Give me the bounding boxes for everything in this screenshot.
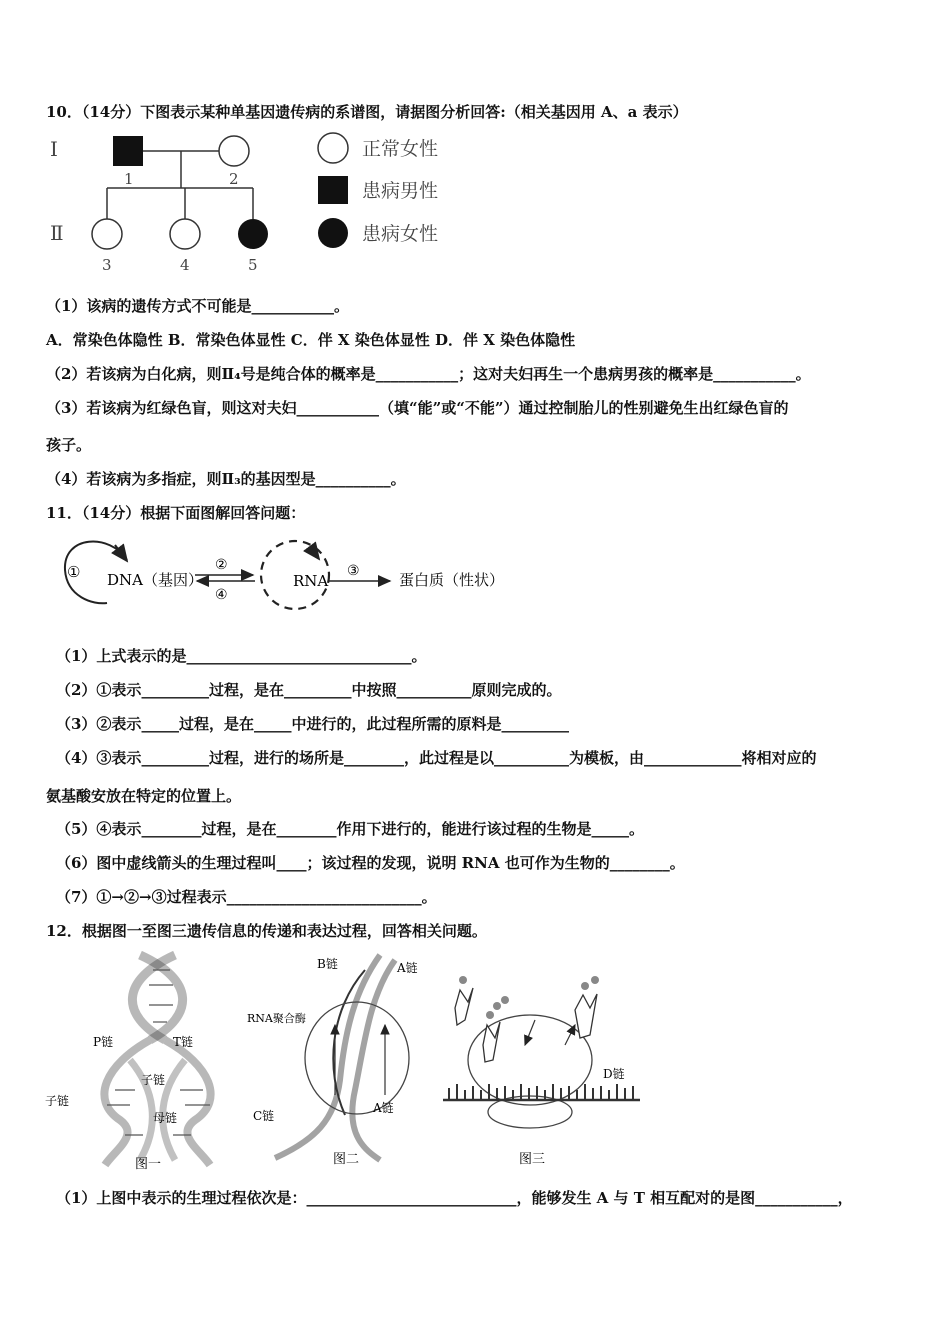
dna-label: DNA（基因） [107, 571, 203, 589]
generation-2-label: Ⅱ [50, 221, 64, 245]
generation-1-label: Ⅰ [50, 137, 58, 161]
replication-arrowhead [115, 545, 127, 561]
fig1-mother-chain-label: 母链 [153, 1111, 178, 1125]
fig2-a-chain-top-label: A链 [397, 961, 418, 975]
legend-affected-female-symbol [318, 218, 348, 248]
fig2-rna-polymerase-label: RNA聚合酶 [247, 1012, 306, 1025]
individual-5-affected-female [238, 219, 268, 249]
fig2-b-chain-label: B链 [317, 957, 338, 971]
fig1-child-chain-label: 子链 [141, 1073, 166, 1087]
individual-5-number: 5 [248, 256, 258, 274]
q11-sub3: （3）②表示_____过程，是在_____中进行的，此过程所需的原料是_________ [56, 715, 569, 733]
individual-3-number: 3 [102, 256, 112, 274]
individual-1-affected-male [113, 136, 143, 166]
legend-affected-male-symbol [318, 176, 348, 204]
fig3-codons [449, 1084, 633, 1100]
fig2-rna-polymerase [305, 1002, 409, 1114]
fig1-child-chain-left-label: 子链 [45, 1094, 70, 1108]
q11-sub2: （2）①表示_________过程，是在_________中按照__________原则完成的。 [56, 681, 562, 699]
legend-normal-female-label: 正常女性 [362, 138, 439, 160]
q11-sub7: （7）①→②→③过程表示__________________________。 [56, 888, 437, 906]
q10-sub1: （1）该病的遗传方式不可能是___________。 [46, 297, 349, 315]
rna-label: RNA [293, 572, 329, 590]
individual-4-number: 4 [180, 256, 190, 274]
q10-sub4: （4）若该病为多指症，则Ⅱ₃的基因型是__________。 [46, 470, 406, 488]
individual-1-number: 1 [124, 170, 134, 188]
fig3-caption: 图三 [519, 1152, 546, 1167]
legend-affected-female-label: 患病女性 [362, 223, 439, 245]
individual-4-normal-female [170, 219, 200, 249]
q11-sub6: （6）图中虚线箭头的生理过程叫____；该过程的发现，说明 RNA 也可作为生物的________。 [56, 854, 685, 872]
fig1-caption: 图一 [135, 1157, 162, 1172]
individual-3-normal-female [92, 219, 122, 249]
fig3-trna-molecules [455, 988, 597, 1062]
q11-sub1: （1）上式表示的是______________________________。 [56, 647, 427, 665]
q10-options: A．常染色体隐性 B．常染色体显性 C．伴 X 染色体显性 D．伴 X 染色体隐性 [46, 331, 576, 349]
q10-sub3: （3）若该病为红绿色盲，则这对夫妇___________（填“能”或“不能”）通过控制胎儿的性别避免生出红绿色盲的 [46, 399, 789, 417]
fig2-c-chain-label: C链 [253, 1109, 275, 1123]
q11-header: 11．（14分）根据下面图解回答问题： [46, 504, 306, 522]
central-dogma-diagram [55, 535, 515, 615]
q10-sub3-cont: 孩子。 [46, 436, 92, 454]
individual-2-normal-female [219, 136, 249, 166]
fig1-p-chain-label: P链 [93, 1035, 114, 1049]
fig2-a-chain-bottom-label: A链 [373, 1101, 394, 1115]
fig3-arrow-out [565, 1025, 575, 1045]
fig3-d-chain-label: D链 [603, 1067, 625, 1081]
q11-sub4-cont: 氨基酸安放在特定的位置上。 [46, 787, 242, 805]
fig2-caption: 图二 [333, 1152, 360, 1167]
protein-label: 蛋白质（性状） [399, 571, 505, 589]
figure-1-dna-replication [45, 950, 240, 1175]
pedigree-chart [40, 128, 470, 278]
figure-2-transcription [245, 950, 435, 1175]
label-2: ② [215, 557, 228, 573]
label-1: ① [67, 563, 81, 581]
q11-sub5: （5）④表示________过程，是在________作用下进行的，能进行该过程的生物是_____。 [56, 820, 644, 838]
q11-sub4: （4）③表示_________过程，进行的场所是________，此过程是以__________为模板，由_____________将相对应的 [56, 749, 817, 767]
fig1-t-chain-label: T链 [173, 1035, 194, 1049]
q10-header: 10．（14分）下图表示某种单基因遗传病的系谱图，请据图分析回答:（相关基因用 A、a 表示） [46, 103, 688, 121]
q10-sub2: （2）若该病为白化病，则Ⅱ₄号是纯合体的概率是___________；这对夫妇再生一个患病男孩的概率是___________。 [46, 365, 811, 383]
legend-affected-male-label: 患病男性 [362, 180, 439, 202]
individual-2-number: 2 [229, 170, 239, 188]
figure-3-translation [435, 950, 650, 1175]
fig1-right-child-strand [163, 1060, 185, 1160]
legend-normal-female-symbol [318, 133, 348, 163]
label-4: ④ [215, 587, 228, 603]
q12-sub1: （1）上图中表示的生理过程依次是：____________________________，能够发生 A 与 T 相互配对的是图___________， [56, 1189, 853, 1207]
label-3: ③ [347, 563, 360, 579]
q12-header: 12．根据图一至图三遗传信息的传递和表达过程，回答相关问题。 [46, 922, 487, 940]
fig3-arrow-in [525, 1020, 535, 1045]
